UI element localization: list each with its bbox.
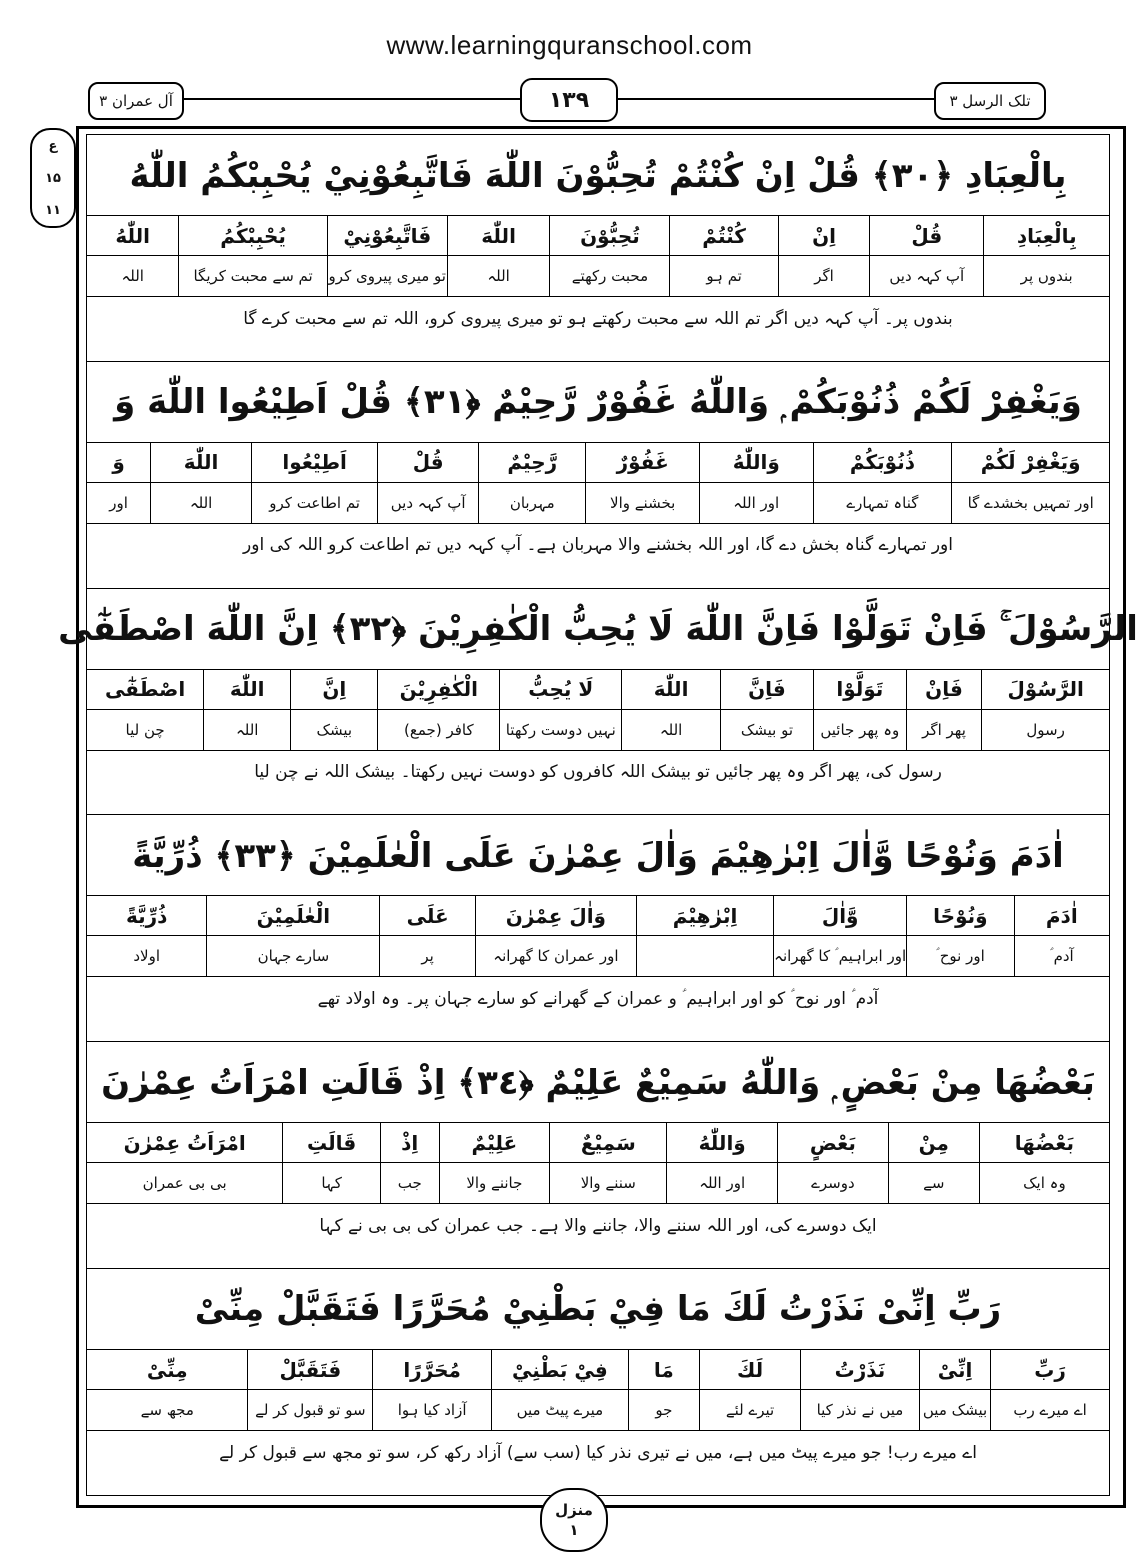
urdu-meaning-cell: پر: [379, 936, 474, 976]
urdu-meaning-cell: اللہ: [621, 710, 720, 750]
urdu-translation-line: اور تمہارے گناہ بخش دے گا، اور اللہ بخشنے والا مہربان ہے۔ آپ کہہ دیں تم اطاعت کرو اللہ کی اور: [243, 535, 953, 556]
urdu-meaning-cell: نہیں دوست رکھتا: [499, 710, 621, 750]
arabic-word-cell: وَيَغْفِرْ لَكُمْ: [951, 443, 1109, 483]
arabic-word-cell: وَنُوْحًا: [906, 896, 1013, 936]
arabic-word-cell: قُلْ: [869, 216, 983, 256]
header-rule-left: [180, 98, 520, 100]
arabic-word-cell: اِنِّىْ: [919, 1350, 990, 1390]
urdu-meaning-cell: اور: [109, 493, 128, 512]
manzil-number: ۱: [569, 1521, 579, 1539]
verse-block: [58, 589, 1138, 816]
urdu-meaning-cell: تم اطاعت کرو: [251, 483, 377, 523]
arabic-word-cell: قُلْ: [377, 443, 478, 483]
urdu-meaning-cell: میں نے نذر کیا: [800, 1390, 919, 1430]
arabic-word-cell: اللّٰهَ: [621, 670, 720, 710]
word-meaning-table: [87, 1123, 1109, 1204]
urdu-meaning-cell: بندوں پر: [983, 256, 1109, 296]
arabic-word-cell: بَعْضٍ: [777, 1123, 888, 1163]
urdu-meaning-cell: جو: [628, 1390, 699, 1430]
urdu-meaning-cell: چن لیا: [125, 720, 165, 739]
arabic-word-cell: اِذْ: [380, 1123, 439, 1163]
arabic-word-cell: غَفُوْرٌ: [585, 443, 699, 483]
urdu-meaning-cell: پھر اگر: [906, 710, 981, 750]
arabic-word-cell: عَلَى: [379, 896, 474, 936]
arabic-word-cell: اِنَّ: [290, 670, 377, 710]
juz-name-label: تلک الرسل ۳: [934, 82, 1046, 120]
urdu-meaning-cell: [636, 936, 773, 976]
urdu-meaning-cell: تو بیشک: [720, 710, 813, 750]
arabic-verse-line: وَيَغْفِرْ لَكُمْ ذُنُوْبَكُمْ ۭ وَاللّٰهُ غَفُوْرٌ رَّحِيْمٌ ﴿٣١﴾ قُلْ اَطِيْعُوا اللّٰهَ وَ: [87, 362, 1109, 443]
word-meaning-table: [87, 443, 1109, 524]
urdu-meaning-cell: کہا: [282, 1163, 380, 1203]
arabic-word-cell: فَتَقَبَّلْ: [247, 1350, 372, 1390]
arabic-word-cell: مُحَرَّرًا: [372, 1350, 491, 1390]
manzil-label: منزل: [555, 1501, 593, 1519]
urdu-meaning-cell: تو میری پیروی کرو: [327, 256, 447, 296]
arabic-verse-line: الرَّسُوْلَ ۚ فَاِنْ تَوَلَّوْا فَاِنَّ اللّٰهَ لَا يُحِبُّ الْكٰفِرِيْنَ ﴿٣٢﴾ اِنَّ اللّٰهَ اصْطَفٰٓى: [87, 589, 1109, 670]
arabic-word-cell: ذُرِّيَّةً: [87, 896, 206, 936]
urdu-meaning-cell: اور نوح ؑ: [906, 936, 1013, 976]
urdu-meaning-cell: آدم ؑ: [1014, 936, 1109, 976]
page-frame-inner: [58, 134, 1138, 1496]
ruku-marker-top: ع: [48, 138, 58, 154]
arabic-word-cell: الْعٰلَمِيْنَ: [206, 896, 379, 936]
urdu-meaning-cell: تیرے لئے: [699, 1390, 800, 1430]
arabic-word-cell: اللّٰهَ: [447, 216, 550, 256]
arabic-word-cell: تُحِبُّوْنَ: [549, 216, 669, 256]
site-url: www.learningquranschool.com: [386, 30, 753, 60]
arabic-word-cell: اللّٰهَ: [203, 670, 290, 710]
urdu-meaning-cell: اللہ: [121, 267, 144, 285]
arabic-verse-line: بَعْضُهَا مِنْ بَعْضٍ ۭ وَاللّٰهُ سَمِيْعٌ عَلِيْمٌ ﴿٣٤﴾ اِذْ قَالَتِ امْرَاَتُ عِمْرٰنَ: [87, 1042, 1109, 1123]
arabic-word-cell: وَاللّٰهُ: [666, 1123, 777, 1163]
urdu-meaning-cell: تم سے محبت کریگا: [178, 256, 326, 296]
arabic-word-cell: لَكَ: [699, 1350, 800, 1390]
arabic-word-cell: بَعْضُهَا: [979, 1123, 1109, 1163]
urdu-meaning-cell: محبت رکھتے: [549, 256, 669, 296]
arabic-word-cell: بِالْعِبَادِ: [983, 216, 1109, 256]
arabic-verse-line: اٰدَمَ وَنُوْحًا وَّاٰلَ اِبْرٰهِيْمَ وَاٰلَ عِمْرٰنَ عَلَى الْعٰلَمِيْنَ ﴿٣٣﴾ ذُرِّيَّةً: [87, 815, 1109, 896]
urdu-meaning-cell: دوسرے: [777, 1163, 888, 1203]
arabic-word-cell: عَلِيْمٌ: [439, 1123, 550, 1163]
urdu-meaning-cell: تم ہو: [669, 256, 777, 296]
arabic-word-cell: يُحْبِبْكُمُ: [178, 216, 326, 256]
word-meaning-table: [87, 670, 1109, 751]
arabic-word-cell: اصْطَفٰٓى: [87, 670, 203, 710]
urdu-meaning-cell: اور عمران کا گھرانہ: [475, 936, 636, 976]
urdu-meaning-cell: گناہ تمہارے: [813, 483, 952, 523]
verse-block: [87, 1269, 1109, 1495]
arabic-word-cell: وَ: [87, 443, 150, 483]
urdu-meaning-cell: مہربان: [478, 483, 585, 523]
urdu-meaning-cell: سو تو قبول کر لے: [247, 1390, 372, 1430]
urdu-translation-line: اے میرے رب! جو میرے پیٹ میں ہے، میں نے تیری نذر کیا (سب سے) آزاد رکھ کر، سو تو مجھ سے قبول کر لے: [219, 1442, 977, 1463]
urdu-meaning-cell: آپ کہہ دیں: [377, 483, 478, 523]
verse-block: [87, 815, 1109, 1042]
surah-name-label: آل عمران ۳: [88, 82, 184, 120]
urdu-translation-line: بندوں پر۔ آپ کہہ دیں اگر تم اللہ سے محبت رکھتے ہو تو میری پیروی کرو، اللہ تم سے محبت کرے گا: [243, 308, 953, 329]
arabic-word-cell: الْكٰفِرِيْنَ: [377, 670, 499, 710]
arabic-word-cell: رَّحِيْمٌ: [478, 443, 585, 483]
urdu-meaning-cell: اللہ: [203, 710, 290, 750]
urdu-meaning-cell: جاننے والا: [439, 1163, 550, 1203]
arabic-word-cell: ذُنُوْبَكُمْ: [813, 443, 952, 483]
arabic-word-cell: نَذَرْتُ: [800, 1350, 919, 1390]
arabic-word-cell: امْرَاَتُ عِمْرٰنَ: [87, 1123, 282, 1163]
urdu-meaning-cell: آپ کہہ دیں: [869, 256, 983, 296]
arabic-word-cell: سَمِيْعٌ: [549, 1123, 666, 1163]
arabic-word-cell: فَاتَّبِعُوْنِيْ: [327, 216, 447, 256]
urdu-translation-line: رسول کی، پھر اگر وہ پھر جائیں تو بیشک اللہ کافروں کو دوست نہیں رکھتا۔ بیشک اللہ نے چن لیا: [254, 762, 942, 783]
arabic-word-cell: تَوَلَّوْا: [813, 670, 906, 710]
urdu-meaning-cell: بیشک میں: [919, 1390, 990, 1430]
ruku-marker-middle: ۱۵: [45, 170, 61, 186]
arabic-verse-line: رَبِّ اِنِّىْ نَذَرْتُ لَكَ مَا فِيْ بَطْنِيْ مُحَرَّرًا فَتَقَبَّلْ مِنِّىْ: [87, 1269, 1109, 1350]
urdu-meaning-cell: اور تمہیں بخشدے گا: [951, 483, 1109, 523]
arabic-word-cell: وَّاٰلَ: [773, 896, 906, 936]
verse-block: [87, 1042, 1109, 1269]
urdu-meaning-cell: مجھ سے: [140, 1401, 194, 1420]
arabic-verse-line: بِالْعِبَادِ ﴿٣٠﴾ قُلْ اِنْ كُنْتُمْ تُحِبُّوْنَ اللّٰهَ فَاتَّبِعُوْنِيْ يُحْبِبْكُمُ اللّٰهُ: [87, 135, 1109, 216]
arabic-word-cell: قَالَتِ: [282, 1123, 380, 1163]
arabic-word-cell: اٰدَمَ: [1014, 896, 1109, 936]
urdu-meaning-cell: رسول: [981, 710, 1109, 750]
arabic-word-cell: مِنْ: [888, 1123, 979, 1163]
urdu-meaning-cell: سارے جہان: [206, 936, 379, 976]
arabic-word-cell: وَاللّٰهُ: [699, 443, 813, 483]
word-meaning-table: [87, 216, 1109, 297]
arabic-word-cell: اللّٰهَ: [150, 443, 251, 483]
arabic-word-cell: فَاِنَّ: [720, 670, 813, 710]
urdu-meaning-cell: سننے والا: [549, 1163, 666, 1203]
urdu-meaning-cell: آزاد کیا ہوا: [372, 1390, 491, 1430]
word-meaning-table: [87, 896, 1109, 977]
arabic-word-cell: كُنْتُمْ: [669, 216, 777, 256]
arabic-word-cell: وَاٰلَ عِمْرٰنَ: [475, 896, 636, 936]
urdu-meaning-cell: اگر: [778, 256, 869, 296]
urdu-translation-line: آدم ؑ اور نوح ؑ کو اور ابراہیم ؑ و عمران کے گھرانے کو سارے جہان پر۔ وہ اولاد تھے: [317, 988, 879, 1009]
urdu-meaning-cell: اللہ: [447, 256, 550, 296]
urdu-meaning-cell: بی بی عمران: [142, 1174, 227, 1193]
urdu-meaning-cell: اور ابراہیم ؑ کا گھرانہ: [773, 936, 906, 976]
arabic-word-cell: لَا يُحِبُّ: [499, 670, 621, 710]
urdu-meaning-cell: بخشنے والا: [585, 483, 699, 523]
page-number: ۱۳۹: [520, 78, 618, 122]
arabic-word-cell: اَطِيْعُوا: [251, 443, 377, 483]
arabic-word-cell: فِيْ بَطْنِيْ: [491, 1350, 628, 1390]
arabic-word-cell: الرَّسُوْلَ: [981, 670, 1109, 710]
verse-block: [87, 135, 1109, 362]
arabic-word-cell: فَاِنْ: [906, 670, 981, 710]
arabic-word-cell: اِبْرٰهِيْمَ: [636, 896, 773, 936]
arabic-word-cell: مِنِّىْ: [87, 1350, 247, 1390]
urdu-meaning-cell: کافر (جمع): [377, 710, 499, 750]
urdu-meaning-cell: وہ پھر جائیں: [813, 710, 906, 750]
urdu-meaning-cell: وہ ایک: [979, 1163, 1109, 1203]
urdu-meaning-cell: سے: [888, 1163, 979, 1203]
manzil-marker: [540, 1488, 608, 1552]
arabic-word-cell: اِنْ: [778, 216, 869, 256]
urdu-meaning-cell: جب: [380, 1163, 439, 1203]
urdu-meaning-cell: بیشک: [290, 710, 377, 750]
urdu-translation-line: ایک دوسرے کی، اور اللہ سننے والا، جاننے والا ہے۔ جب عمران کی بی بی نے کہا: [319, 1215, 877, 1236]
urdu-meaning-cell: اے میرے رب: [990, 1390, 1109, 1430]
ruku-marker: [30, 128, 76, 228]
word-meaning-table: [87, 1350, 1109, 1431]
arabic-word-cell: اللّٰهُ: [87, 216, 178, 256]
header-rule-right: [614, 98, 934, 100]
urdu-meaning-cell: میرے پیٹ میں: [491, 1390, 628, 1430]
urdu-meaning-cell: اولاد: [133, 947, 161, 966]
ruku-marker-bottom: ۱۱: [45, 202, 61, 218]
urdu-meaning-cell: اور اللہ: [666, 1163, 777, 1203]
verse-block: [87, 362, 1109, 589]
urdu-meaning-cell: اور اللہ: [699, 483, 813, 523]
arabic-word-cell: رَبِّ: [990, 1350, 1109, 1390]
arabic-word-cell: مَا: [628, 1350, 699, 1390]
urdu-meaning-cell: اللہ: [150, 483, 251, 523]
